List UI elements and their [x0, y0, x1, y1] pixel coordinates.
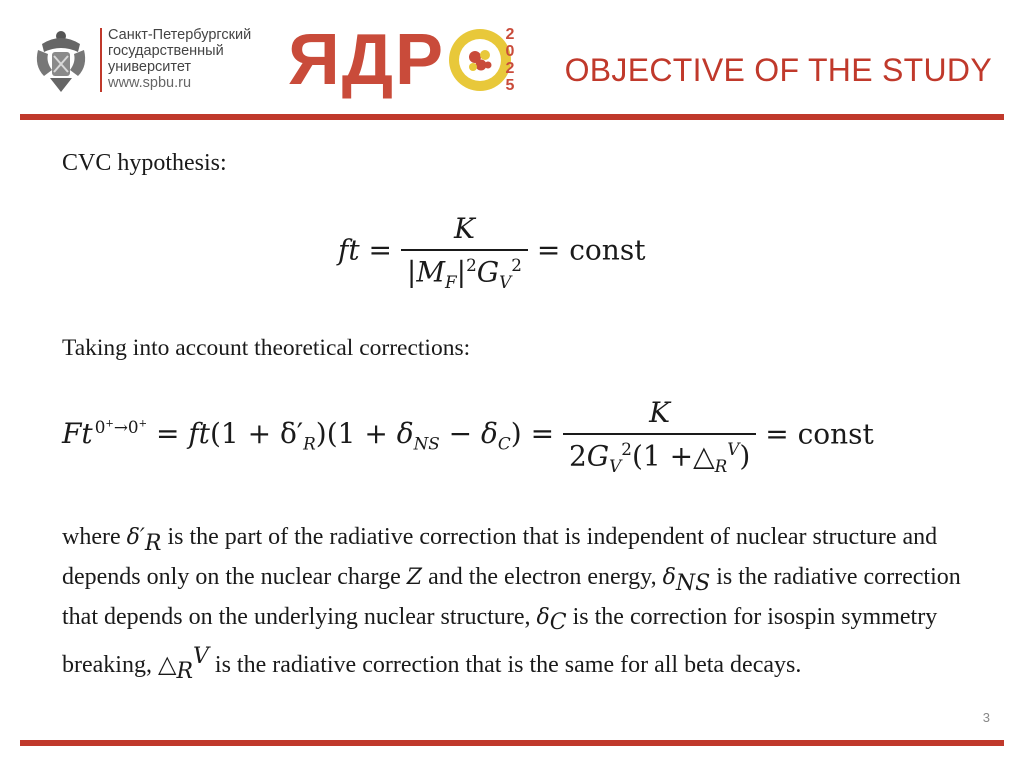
conference-logo: [288, 20, 517, 100]
Ft-denominator: $2G_V^2(1$ $+\triangle_R^V$): [563, 433, 756, 476]
symbol-delta-prime-r: $\delta'_R$: [126, 525, 162, 556]
explanation-part-4: is the radiative correction that depends on the underlying nuclear structure,: [62, 563, 961, 630]
year-digit-3: 2: [505, 60, 515, 77]
Ft-middle: = $ft(1 + \delta'_R)(1 + \delta_{NS} - \delta_C)$ =: [155, 417, 555, 455]
Ft-fraction: [563, 396, 756, 476]
explanation-part-5: is the correction for isospin symmetry breaking,: [62, 603, 938, 679]
university-line-3: университет: [108, 59, 192, 75]
Ft-rhs: = const: [765, 417, 874, 451]
explanation-part-2: is the part of the radiative correction that is independent of nuclear structure and depends only on the nuclear charge: [62, 524, 938, 590]
corrections-label: Taking into account theoretical corrections:: [62, 335, 471, 361]
spbu-crest-logo: [32, 26, 90, 96]
slide-header: [0, 0, 1024, 110]
university-url: www.spbu.ru: [108, 75, 192, 91]
Ft-lhs: Ft 0+→0+: [62, 417, 148, 451]
footer-rule: [20, 740, 1004, 746]
year-digit-2: 0: [505, 43, 515, 60]
symbol-z: Z: [406, 564, 423, 590]
page-number: 3: [982, 710, 990, 725]
explanation-part-1: where: [62, 524, 121, 550]
university-line-2: государственный: [108, 43, 224, 59]
corrected-ft-equation: [62, 396, 874, 476]
university-name: [108, 27, 251, 91]
conference-year: [500, 26, 520, 94]
header-rule: [20, 114, 1004, 120]
symbol-delta-c: $\delta_C$: [536, 604, 567, 636]
ft-lhs: ft =: [338, 233, 392, 267]
explanation-paragraph: [62, 522, 962, 690]
Ft-numerator: K: [649, 396, 671, 429]
explanation-part-3: and the electron energy,: [422, 563, 663, 590]
ft-numerator: K: [453, 212, 475, 245]
university-line-1: Санкт-Петербургский: [108, 27, 252, 43]
cvc-hypothesis-label: CVC hypothesis:: [62, 150, 227, 176]
ft-equation: [338, 212, 645, 292]
ft-fraction: [401, 212, 528, 292]
year-digit-4: 5: [505, 77, 515, 94]
ft-rhs: = const: [536, 233, 646, 267]
ft-denominator: $|M_F|^2G_V^2$: [401, 249, 528, 292]
logo-divider: [100, 28, 102, 92]
conference-letters-1: ЯДР: [288, 20, 446, 100]
symbol-delta-ns: $\delta_{NS}$: [662, 564, 711, 596]
explanation-part-6: is the radiative correction that is the same for all beta decays.: [208, 652, 802, 679]
year-digit-1: 2: [505, 26, 515, 43]
slide-title: OBJECTIVE OF THE STUDY: [564, 52, 992, 88]
symbol-triangle-v-r: $\triangle_R^V$: [157, 644, 209, 685]
